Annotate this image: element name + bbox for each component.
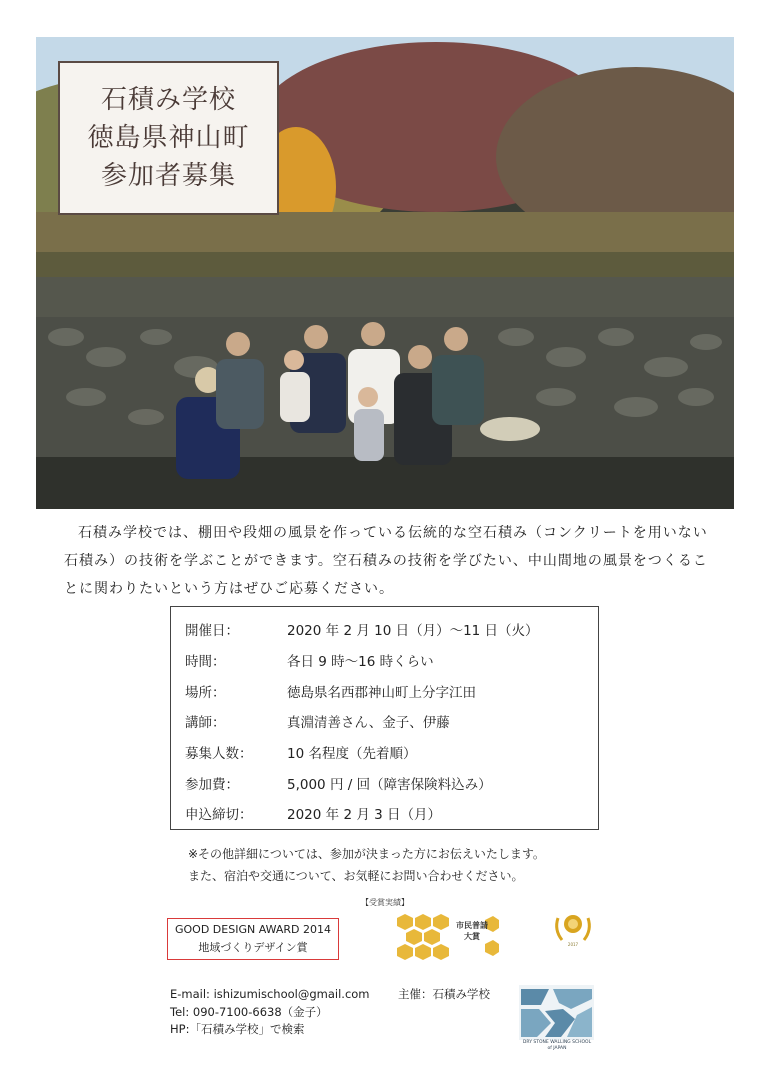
info-label: 募集人数： [185,746,253,763]
gda-subtitle: 地域づくりデザイン賞 [198,941,308,954]
organizer: 主催：石積み学校 [398,987,490,1001]
info-value: 2020 年 2 月 3 日（月） [287,807,441,824]
info-value: 10 名程度（先着順） [287,746,417,763]
info-label: 場所： [185,684,226,701]
title-line-3: 参加者募集 [100,161,236,191]
info-value: 真淵清善さん、金子、伊藤 [287,715,450,732]
event-info-box [170,606,599,830]
good-design-award-box [167,918,339,960]
info-value: 2020 年 2 月 10 日（月）〜11 日（火） [287,623,539,640]
info-label: 時間： [185,654,226,671]
title-box [58,61,279,215]
award-year: 2017 [567,942,579,947]
dry-stone-walling-school-logo [519,985,594,1040]
contact-hp: HP:「石積み学校」で検索 [170,1022,305,1036]
info-value: 徳島県名西郡神山町上分字江田 [287,684,476,701]
info-row-fee [185,767,598,798]
title-line-2: 徳島県神山町 [87,123,250,153]
laurel-award-year [540,942,606,948]
contact-info [170,986,370,1039]
school-logo-line-1: DRY STONE WALLING SCHOOL [522,1040,592,1045]
info-value: 5,000 円 / 回（障害保険料込み） [287,776,492,793]
info-row-deadline [185,798,598,829]
shimin-fushin-award [452,920,492,942]
info-label: 開催日： [185,623,239,640]
note-line-2: また、宿泊や交通について、お気軽にお問い合わせください。 [188,869,524,883]
school-logo-text [514,1040,600,1052]
info-row-place [185,675,598,706]
shimin-award: 大賞 [464,932,480,941]
info-row-date [185,614,598,645]
laurel-award-icon [546,906,600,960]
info-label: 参加費： [185,776,239,793]
info-label: 申込締切： [185,807,253,824]
info-row-time [185,645,598,676]
intro-paragraph: 石積み学校では、棚田や段畑の風景を作っている伝統的な空石積み（コンクリートを用いない石積み）の技術を学ぶことができます。空石積みの技術を学びたい、中山間地の風景をつくることに関わりたいという方はぜひご応募ください。 [64,525,708,597]
gda-title: GOOD DESIGN AWARD 2014 [174,923,332,936]
contact-email[interactable]: E-mail: ishizumischool@gmail.com [170,987,370,1001]
info-row-instructor [185,706,598,737]
info-value: 各日 9 時〜16 時くらい [287,654,434,671]
notes [188,843,608,887]
shimin-title: 市民普請 [456,921,488,930]
school-logo-line-2: of JAPAN [547,1046,567,1051]
info-row-capacity [185,737,598,768]
awards-heading: 【受賞実績】 [361,898,409,907]
contact-tel: Tel: 090-7100-6638（金子） [170,1004,328,1019]
intro-text [64,519,714,603]
info-label: 講師： [185,715,226,732]
title-line-1: 石積み学校 [100,85,236,115]
note-line-1: ※その他詳細については、参加が決まった方にお伝えいたします。 [188,847,545,861]
